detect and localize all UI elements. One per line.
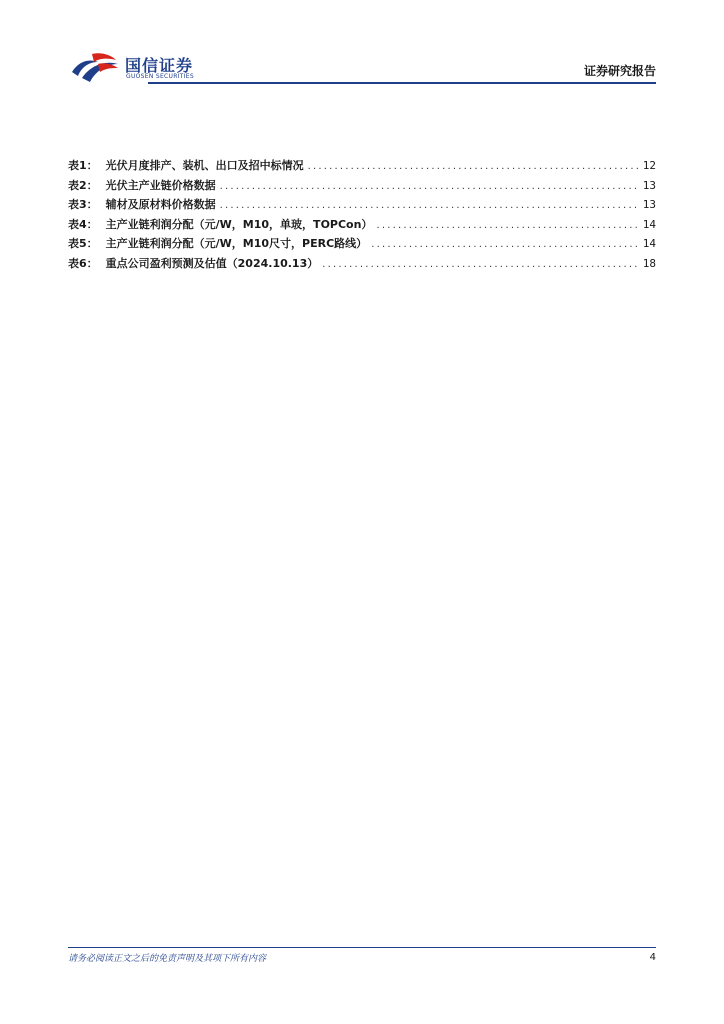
- toc-entry-label: 表6：: [68, 256, 98, 270]
- brand-name-en: GUOSEN SECURITIES: [126, 73, 195, 80]
- toc-entry[interactable]: [68, 196, 656, 216]
- report-type-label: 证券研究报告: [583, 64, 656, 78]
- header-divider: [148, 82, 656, 84]
- toc-entry-title: 主产业链利润分配（元/W，M10尺寸，PERC路线）: [105, 237, 368, 251]
- toc-entry-page: 14: [642, 217, 656, 231]
- toc-entry-label: 表1：: [68, 159, 98, 172]
- toc-entry-label: 表5：: [68, 237, 98, 251]
- toc-leader-dots: [220, 200, 639, 211]
- toc-entry-page: 18: [642, 256, 656, 270]
- footer-divider: [68, 947, 656, 948]
- toc-entry-page: 12: [642, 159, 656, 172]
- report-header: [68, 50, 656, 84]
- page-number: 4: [649, 952, 656, 963]
- footer-disclaimer: 请务必阅读正文之后的免责声明及其项下所有内容: [68, 954, 267, 964]
- toc-leader-dots: [371, 239, 639, 250]
- toc-entry-label: 表2：: [68, 178, 98, 192]
- toc-entry-page: 14: [642, 237, 656, 251]
- table-of-contents: [68, 157, 656, 275]
- toc-entry-page: 13: [642, 178, 656, 192]
- toc-leader-dots: [376, 220, 638, 231]
- toc-leader-dots: [220, 181, 639, 192]
- toc-leader-dots: [308, 161, 639, 172]
- toc-entry[interactable]: [68, 255, 656, 275]
- toc-entry-title: 光伏月度排产、装机、出口及招中标情况: [105, 159, 304, 172]
- toc-entry[interactable]: [68, 157, 656, 177]
- toc-entry[interactable]: [68, 216, 656, 236]
- toc-entry-title: 主产业链利润分配（元/W，M10，单玻，TOPCon）: [105, 217, 373, 231]
- brand-name-cn: 国信证券: [125, 56, 194, 75]
- toc-entry[interactable]: [68, 235, 656, 255]
- toc-entry-label: 表4：: [68, 217, 98, 231]
- toc-entry-page: 13: [642, 198, 656, 212]
- guosen-logo-icon: [68, 50, 122, 84]
- toc-leader-dots: [322, 259, 639, 270]
- toc-entry-title: 辅材及原材料价格数据: [105, 198, 216, 212]
- toc-entry-title: 光伏主产业链价格数据: [105, 178, 216, 192]
- toc-entry-label: 表3：: [68, 198, 98, 212]
- toc-entry-title: 重点公司盈利预测及估值（2024.10.13）: [105, 256, 319, 270]
- toc-entry[interactable]: [68, 177, 656, 197]
